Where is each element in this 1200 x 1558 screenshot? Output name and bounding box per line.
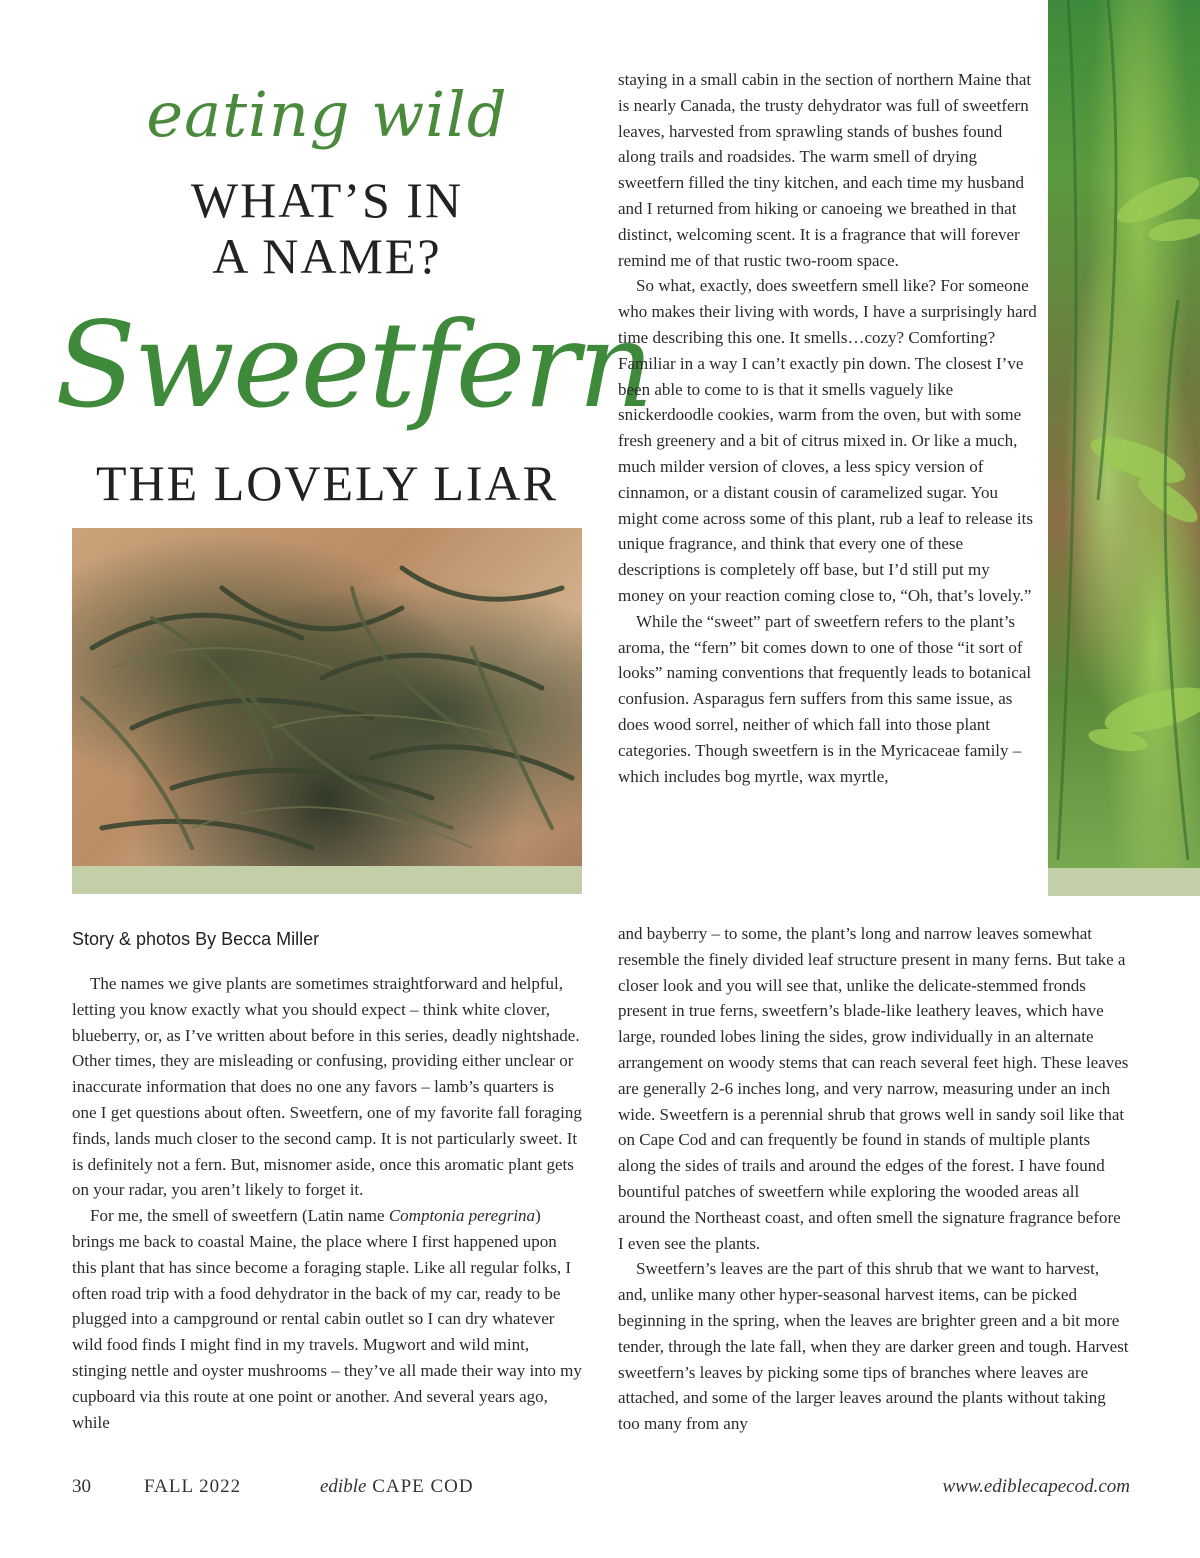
side-photo-band xyxy=(1048,868,1200,896)
website-link[interactable]: www.ediblecapecod.com xyxy=(942,1476,1130,1497)
article-column-right-top xyxy=(618,67,1038,789)
paragraph-intro: The names we give plants are sometimes straightforward and helpful, letting you know exactly what you should expect – think white clover, blueberry, or, as I’ve written about before in this series, deadly nightshade. Other times, they are misleading or confusing, providing either unclear or inaccurate information that does no one any favors – lamb’s quarters is one I get questions about often. Sweetfern, one of my favorite fall foraging finds, lands much closer to the second camp. It is not particularly sweet. It is definitely not a fern. But, misnomer aside, once this aromatic plant gets on your radar, you aren’t likely to forget it. xyxy=(72,974,582,1200)
paragraph-maine: For me, the smell of sweetfern (Latin name Comptonia peregrina) brings me back to coastal Maine, the place where I first happened upon this plant that has since become a foraging staple. Like all regular folks, I often road trip with a food dehydrator in the back of my car, ready to be plugged into a campground or rental cabin outlet so I can dry whatever wild food finds I might find in my travels. Mugwort and wild mint, stinging nettle and oyster mushrooms – they’ve all made their way into my cupboard via this route at one point or another. And several years ago, while xyxy=(72,1206,582,1432)
paragraph-cabin: staying in a small cabin in the section of northern Maine that is nearly Canada, the trusty dehydrator was full of sweetfern leaves, harvested from sprawling stands of bushes found along trails and roadsides. The warm smell of drying sweetfern filled the tiny kitchen, and each time my husband and I returned from hiking or canoeing we breathed in that distinct, welcoming scent. It is a fragrance that will forever remind me of that rustic two-room space. xyxy=(618,70,1032,270)
paragraph-name-origin: While the “sweet” part of sweetfern refers to the plant’s aroma, the “fern” bit comes down to one of those “it sort of looks” naming conventions that frequently leads to botanical confusion. Asparagus fern suffers from this same issue, as does wood sorrel, neither of which fall into those plant categories. Though sweetfern is in the Myricaceae family – which includes bog myrtle, wax myrtle, xyxy=(618,611,1032,786)
headline-script-title: Sweetfern xyxy=(55,296,652,434)
sweetfern-plant-photo xyxy=(1048,0,1200,868)
headline-subtitle: THE LOVELY LIAR xyxy=(96,455,558,511)
dried-leaves-illustration xyxy=(72,528,582,866)
magazine-prefix: edible xyxy=(320,1476,367,1497)
photo-caption-band xyxy=(72,866,582,894)
series-kicker: eating wild xyxy=(146,78,508,151)
paragraph-leaf-structure: and bayberry – to some, the plant’s long and narrow leaves somewhat resemble the finely divided leaf structure present in many ferns. But take a closer look and you will see that, unlike the delicate-stemmed fronds present in true ferns, sweetfern’s blade-like leathery leaves, which have large, rounded lobes lining the sides, grow individually in an alternate arrangement on woody stems that can reach several feet high. These leaves are generally 2-6 inches long, and very narrow, measuring under an inch wide. Sweetfern is a perennial shrub that grows well in sandy soil like that on Cape Cod and can frequently be found in stands of multiple plants along the sides of trails and around the edges of the forest. I have found bountiful patches of sweetfern while exploring the wooded areas all around the Northeast coast, and often smell the signature fragrance before I even see the plants. xyxy=(618,924,1129,1253)
headline-line-2: A NAME? xyxy=(212,228,442,284)
dried-sweetfern-photo xyxy=(72,528,582,866)
byline: Story & photos By Becca Miller xyxy=(72,929,320,949)
headline-line-1: WHAT’S IN xyxy=(190,172,464,228)
page-number: 30 xyxy=(72,1476,91,1497)
paragraph-smell: So what, exactly, does sweetfern smell like? For someone who makes their living with words, I have a surprisingly hard time describing this one. It smells…cozy? Comforting? Familiar in a way I can’t exactly pin down. The closest I’ve been able to come to is that it smells vaguely like snickerdoodle cookies, warm from the oven, but with some fresh greenery and a bit of citrus mixed in. Or like a much, much milder version of cloves, a less spicy version of cinnamon, or a distant cousin of caramelized sugar. You might come across some of this plant, rub a leaf to release its unique fragrance, and think that every one of these descriptions is completely off base, but I’d still put my money on your reaction coming close to, “Oh, that’s lovely.” xyxy=(618,276,1037,605)
headline xyxy=(72,172,582,284)
magazine-title: CAPE COD xyxy=(372,1476,474,1497)
magazine-name xyxy=(320,1475,474,1499)
paragraph-harvest: Sweetfern’s leaves are the part of this shrub that we want to harvest, and, unlike many other hyper-seasonal harvest items, can be picked beginning in the spring, when the leaves are brighter green and a bit more tender, through the late fall, when they are darker green and tough. Harvest sweetfern’s leaves by picking some tips of branches where leaves are attached, and some of the larger leaves around the plants without taking too many from any xyxy=(618,1259,1129,1434)
latin-name: Comptonia peregrina xyxy=(388,1206,536,1226)
green-leaves-illustration xyxy=(1048,0,1200,868)
issue-season: FALL 2022 xyxy=(144,1476,242,1497)
article-column-left xyxy=(72,971,582,1435)
article-column-right-bottom xyxy=(618,921,1130,1437)
